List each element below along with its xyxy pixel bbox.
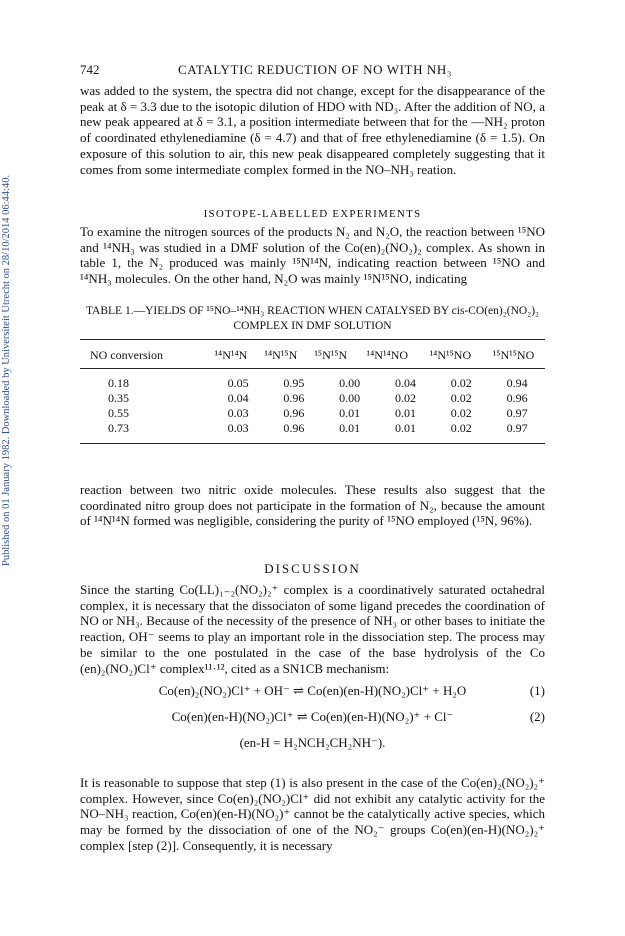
yields-table-body: [80, 376, 545, 436]
table-cell: 0.03: [227, 406, 249, 420]
table-cell: 0.04: [394, 376, 416, 390]
table-cell: 0.02: [394, 391, 416, 405]
running-title: CATALYTIC REDUCTION OF NO WITH NH₃: [178, 62, 453, 77]
equation-definition: (en-H = H₂NCH₂CH₂NH⁻).: [239, 735, 386, 750]
table-cell: 0.97: [506, 406, 528, 420]
table-cell: 0.96: [283, 391, 305, 405]
table-header-rule: [80, 368, 545, 369]
yields-table: [80, 346, 545, 364]
equation-2-number: (2): [529, 709, 545, 724]
table-cell: 0.04: [227, 391, 249, 405]
paragraph-nmr-results: was added to the system, the spectra did not change, except for the disappearance of the peak at δ = 3.3 due to the isotopic dilution of HDO with ND₃. After the addition of NO, a new peak appeared at δ = 3.1, a position intermediate between that for the —NH₂ proton of coordinated ethylenediamine (δ = 4.7) and that of free ethylenediamine (δ = 1.5). On exposure of this solution to air, this new peak disappeared completely suggesting that it comes from some intermediate complex formed in the NO–NH₃ reation.: [80, 83, 545, 177]
paragraph-isotope-conclusion: reaction between two nitric oxide molecules. These results also suggest that the coordinated nitro group does not participate in the formation of N₂, because the amount of ¹⁴N¹⁴N formed was negligible, considering the purity of ¹⁵NO employed (¹⁵N, 96%).: [80, 482, 545, 529]
table-cell: 0.01: [394, 421, 416, 435]
column-header: ¹⁵N¹⁵NO: [492, 347, 535, 362]
table-cell: 0.02: [450, 391, 472, 405]
section-heading-discussion: DISCUSSION: [264, 561, 361, 576]
table-row: [80, 376, 545, 391]
table-cell: 0.95: [283, 376, 305, 390]
column-header: NO conversion: [90, 347, 163, 362]
table-cell: 0.96: [283, 421, 305, 435]
equation-2-text: Co(en)(en-H)(NO₂)Cl⁺ ⇌ Co(en)(en-H)(NO₂)⁺ + Cl⁻: [171, 709, 454, 724]
table-cell: 0.35: [108, 391, 129, 405]
section-heading-isotope: ISOTOPE-LABELLED EXPERIMENTS: [203, 208, 422, 220]
table-cell: 0.05: [227, 376, 249, 390]
table-bottom-rule: [80, 443, 545, 444]
table-cell: 0.03: [227, 421, 249, 435]
table-cell: 0.55: [108, 406, 129, 420]
table-header-row: [80, 346, 545, 364]
table-cell: 0.96: [283, 406, 305, 420]
table-caption-line-1: TABLE 1.—YIELDS OF ¹⁵NO–¹⁴NH₃ REACTION WHEN CATALYSED BY cis-CO(en)₂(NO₂)₂: [85, 305, 540, 317]
table-cell: 0.97: [506, 421, 528, 435]
table-caption-line-2: COMPLEX IN DMF SOLUTION: [233, 320, 392, 332]
paragraph-isotope-experiments: To examine the nitrogen sources of the products N₂ and N₂O, the reaction between ¹⁵NO and ¹⁴NH₃ was studied in a DMF solution of the Co(en)₂(NO₂)₂ complex. As shown in table 1, the N₂ produced was mainly ¹⁵N¹⁴N, indicating reaction between ¹⁵NO and ¹⁴NH₃ molecules. On the other hand, N₂O was mainly ¹⁵N¹⁵NO, indicating: [80, 224, 545, 287]
table-cell: 0.01: [339, 421, 361, 435]
paragraph-discussion: Since the starting Co(LL)₁₋₂(NO₂)₂⁺ complex is a coordinatively saturated octahedral complex, it is necessary that the dissociaton of some ligand precedes the coordination of NO or NH₃. Because of the necessity of the presence of NH₃ or other bases to initiate the reaction, OH⁻ seems to play an important role in the dissociation step. The process may be similar to the one postulated in the case of the base hydrolysis of the Co (en)₂(NO₂)Cl⁺ complex¹¹·¹², cited as a SN1CB mechanism:: [80, 582, 545, 676]
table-cell: 0.02: [450, 376, 472, 390]
equation-1-text: Co(en)₂(NO₂)Cl⁺ + OH⁻ ⇌ Co(en)(en-H)(NO₂)Cl⁺ + H₂O: [158, 683, 467, 698]
table-cell: 0.02: [450, 421, 472, 435]
equation-1-number: (1): [529, 683, 545, 698]
column-header: ¹⁴N¹⁴NO: [366, 347, 409, 362]
table-top-rule: [80, 339, 545, 340]
column-header: ¹⁴N¹⁵NO: [429, 347, 472, 362]
column-header: ¹⁵N¹⁵N: [314, 347, 348, 362]
table-row: [80, 421, 545, 436]
column-header: ¹⁴N¹⁴N: [214, 347, 248, 362]
table-cell: 0.01: [394, 406, 416, 420]
table-cell: 0.96: [506, 391, 528, 405]
table-caption: [80, 304, 545, 334]
table-cell: 0.01: [339, 406, 361, 420]
table-cell: 0.94: [506, 376, 528, 390]
table-cell: 0.73: [108, 421, 129, 435]
table-row: [80, 406, 545, 421]
table-cell: 0.02: [450, 406, 472, 420]
table-row: [80, 391, 545, 406]
page-number: 742: [80, 62, 100, 77]
download-watermark: Published on 01 January 1982. Downloaded by Universiteit Utrecht on 28/10/2014 06:44:40.: [1, 174, 12, 566]
table-cell: 0.00: [339, 376, 361, 390]
paragraph-step-analysis: It is reasonable to suppose that step (1) is also present in the case of the Co(en)₂(NO₂)₂⁺ complex. However, since Co(en)₂(NO₂)Cl⁺ did not exhibit any catalytic activity for the NO–NH₃ reaction, Co(en)(en-H)(NO₂)⁺ cannot be the catalytically active species, which may be formed by the dissociation of one of the NO₂⁻ groups Co(en)(en-H)(NO₂)₂⁺ complex [step (2)]. Consequently, it is necessary: [80, 775, 545, 853]
table-cell: 0.00: [339, 391, 361, 405]
table-cell: 0.18: [108, 376, 129, 390]
column-header: ¹⁴N¹⁵N: [264, 347, 298, 362]
